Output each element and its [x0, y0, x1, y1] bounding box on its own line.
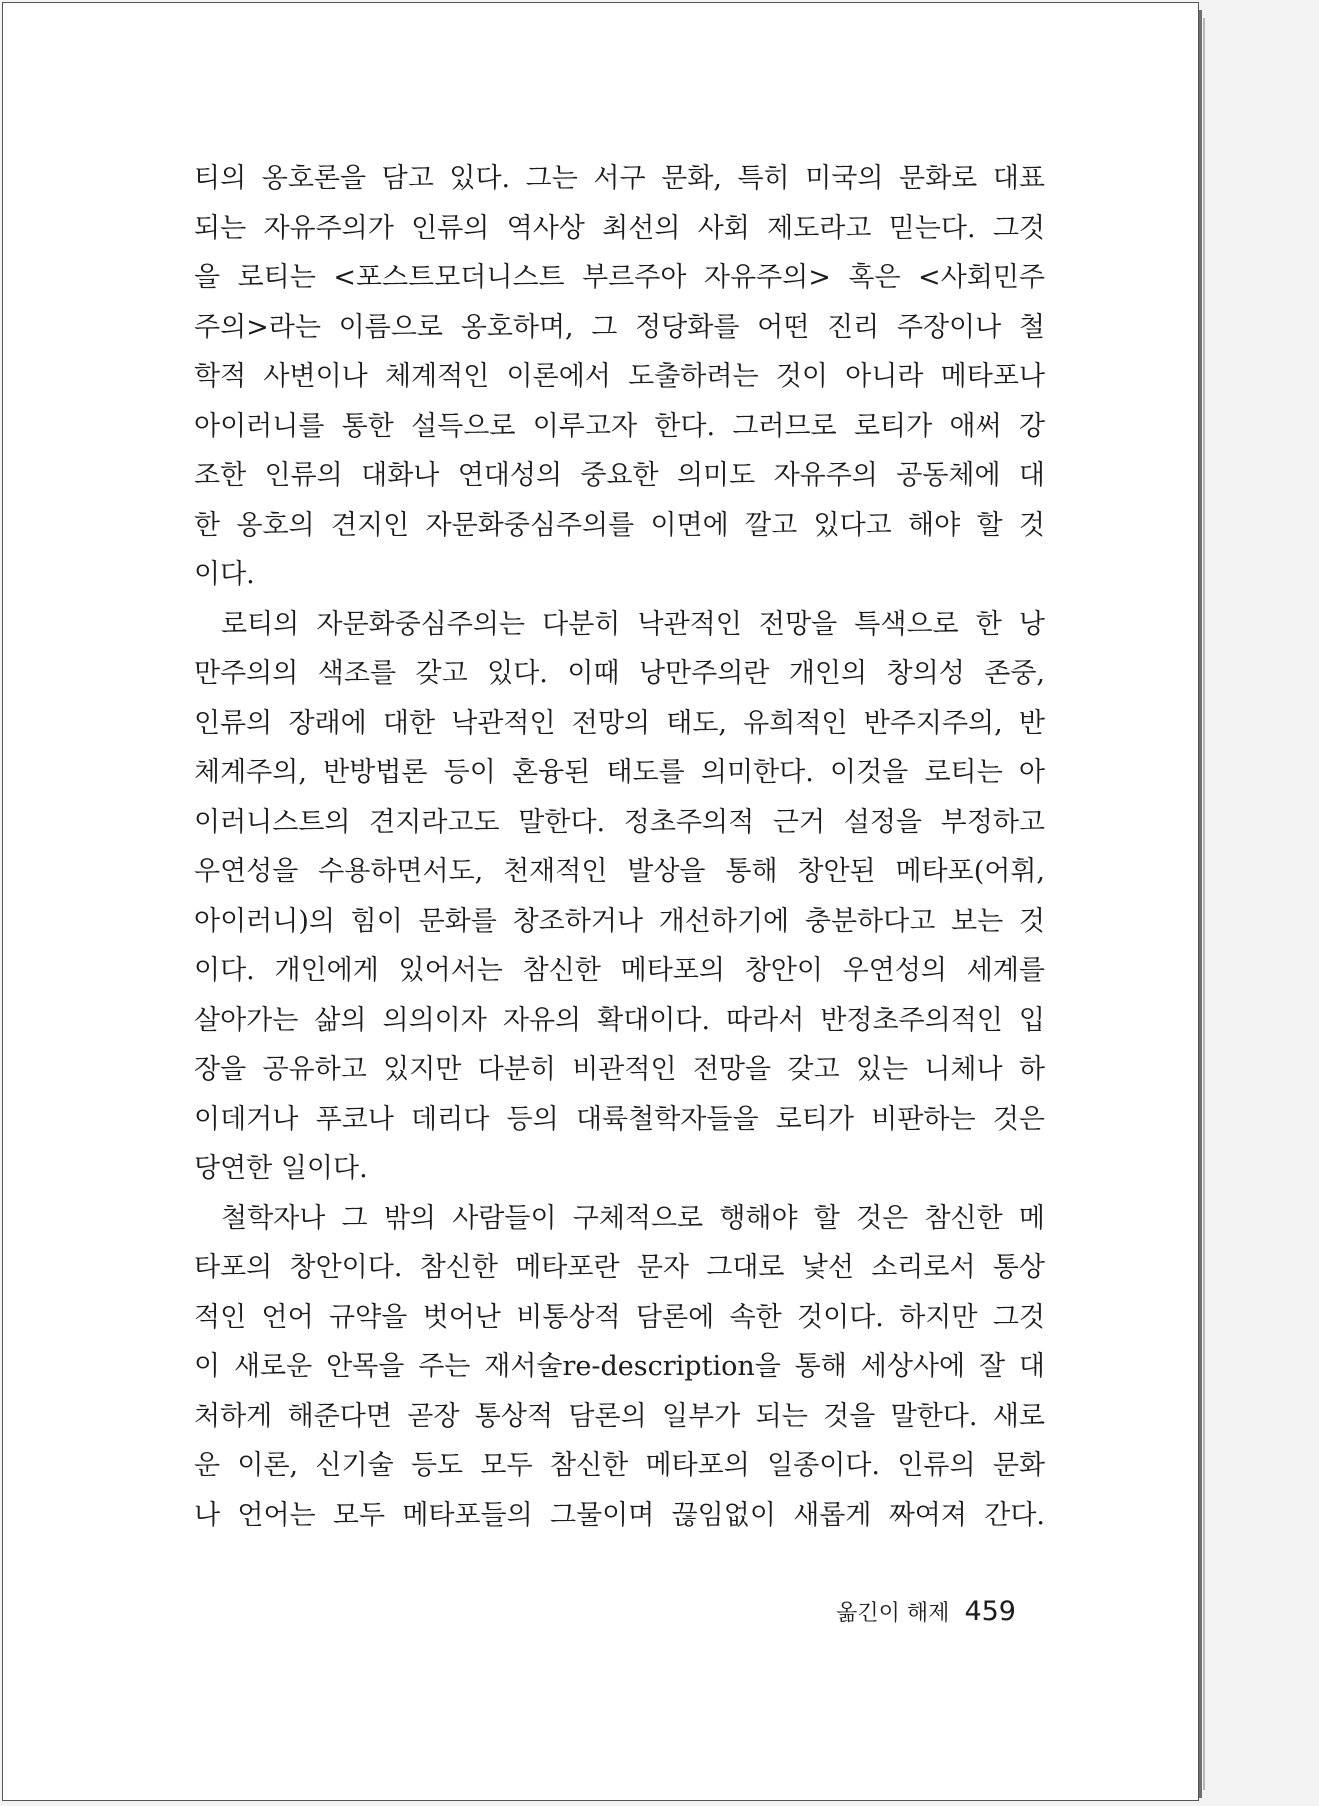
text-line: 로티의 자문화중심주의는 다분히 낙관적인 전망을 특색으로 한 낭	[221, 608, 1045, 640]
text-line: 만주의의 색조를 갖고 있다. 이때 낭만주의란 개인의 창의성 존중,	[194, 658, 1045, 689]
text-line: 조한 인류의 대화나 연대성의 중요한 의미도 자유주의 공동체에 대	[194, 460, 1045, 491]
text-line: 장을 공유하고 있지만 다분히 비관적인 전망을 갖고 있는 니체나 하	[194, 1054, 1045, 1085]
text-line: 인류의 장래에 대한 낙관적인 전망의 태도, 유희적인 반주지주의, 반	[194, 707, 1045, 739]
text-line: 티의 옹호론을 담고 있다. 그는 서구 문화, 특히 미국의 문화로 대표	[194, 163, 1045, 194]
text-line: 살아가는 삶의 의의이자 자유의 확대이다. 따라서 반정초주의적인 입	[194, 1004, 1045, 1036]
text-line: 아이러니를 통한 설득으로 이루고자 한다. 그러므로 로티가 애써 강	[194, 410, 1045, 442]
text-line: 이다.	[194, 559, 255, 590]
text-line: 주의>라는 이름으로 옹호하며, 그 정당화를 어떤 진리 주장이나 철	[194, 311, 1045, 343]
text-line: 당연한 일이다.	[194, 1153, 368, 1184]
text-line: 철학자나 그 밖의 사람들이 구체적으로 행해야 할 것은 참신한 메	[221, 1202, 1045, 1234]
text-line: 을 로티는 <포스트모더니스트 부르주아 자유주의> 혹은 <사회민주	[194, 262, 1045, 293]
page-edge-shadow	[1203, 18, 1205, 1790]
text-line: 이다. 개인에게 있어서는 참신한 메타포의 창안이 우연성의 세계를	[194, 955, 1045, 986]
text-line: 우연성을 수용하면서도, 천재적인 발상을 통해 창안된 메타포(어휘,	[194, 856, 1045, 887]
text-line: 처하게 해준다면 곧장 통상적 담론의 일부가 되는 것을 말한다. 새로	[194, 1400, 1045, 1432]
text-line: 아이러니)의 힘이 문화를 창조하거나 개선하기에 충분하다고 보는 것	[194, 905, 1045, 937]
text-line: 적인 언어 규약을 벗어난 비통상적 담론에 속한 것이다. 하지만 그것	[194, 1301, 1045, 1333]
text-line: 학적 사변이나 체계적인 이론에서 도출하려는 것이 아니라 메타포나	[194, 361, 1045, 392]
text-line: 이데거나 푸코나 데리다 등의 대륙철학자들을 로티가 비판하는 것은	[194, 1103, 1045, 1135]
text-line: 이 새로운 안목을 주는 재서술re-description을 통해 세상사에 잘 대	[194, 1351, 1045, 1382]
paragraph-1	[194, 154, 1045, 600]
paragraph-3	[194, 1194, 1045, 1541]
page-footer	[836, 1596, 1016, 1627]
paragraph-2	[194, 600, 1045, 1194]
text-line: 체계주의, 반방법론 등이 혼융된 태도를 의미한다. 이것을 로티는 아	[194, 757, 1045, 788]
page-edge	[1199, 10, 1202, 1798]
text-line: 한 옹호의 견지인 자문화중심주의를 이면에 깔고 있다고 해야 할 것	[194, 509, 1045, 541]
body-text	[194, 154, 1045, 1540]
running-footer-title: 옮긴이 해제	[836, 1601, 950, 1626]
text-line: 되는 자유주의가 인류의 역사상 최선의 사회 제도라고 믿는다. 그것	[194, 212, 1045, 244]
text-line: 이러니스트의 견지라고도 말한다. 정초주의적 근거 설정을 부정하고	[194, 806, 1045, 838]
text-line: 나 언어는 모두 메타포들의 그물이며 끊임없이 새롭게 짜여져 간다.	[194, 1499, 1045, 1531]
text-line: 운 이론, 신기술 등도 모두 참신한 메타포의 일종이다. 인류의 문화	[194, 1450, 1045, 1481]
text-line: 타포의 창안이다. 참신한 메타포란 문자 그대로 낯선 소리로서 통상	[194, 1252, 1045, 1283]
page-number: 459	[964, 1596, 1016, 1627]
